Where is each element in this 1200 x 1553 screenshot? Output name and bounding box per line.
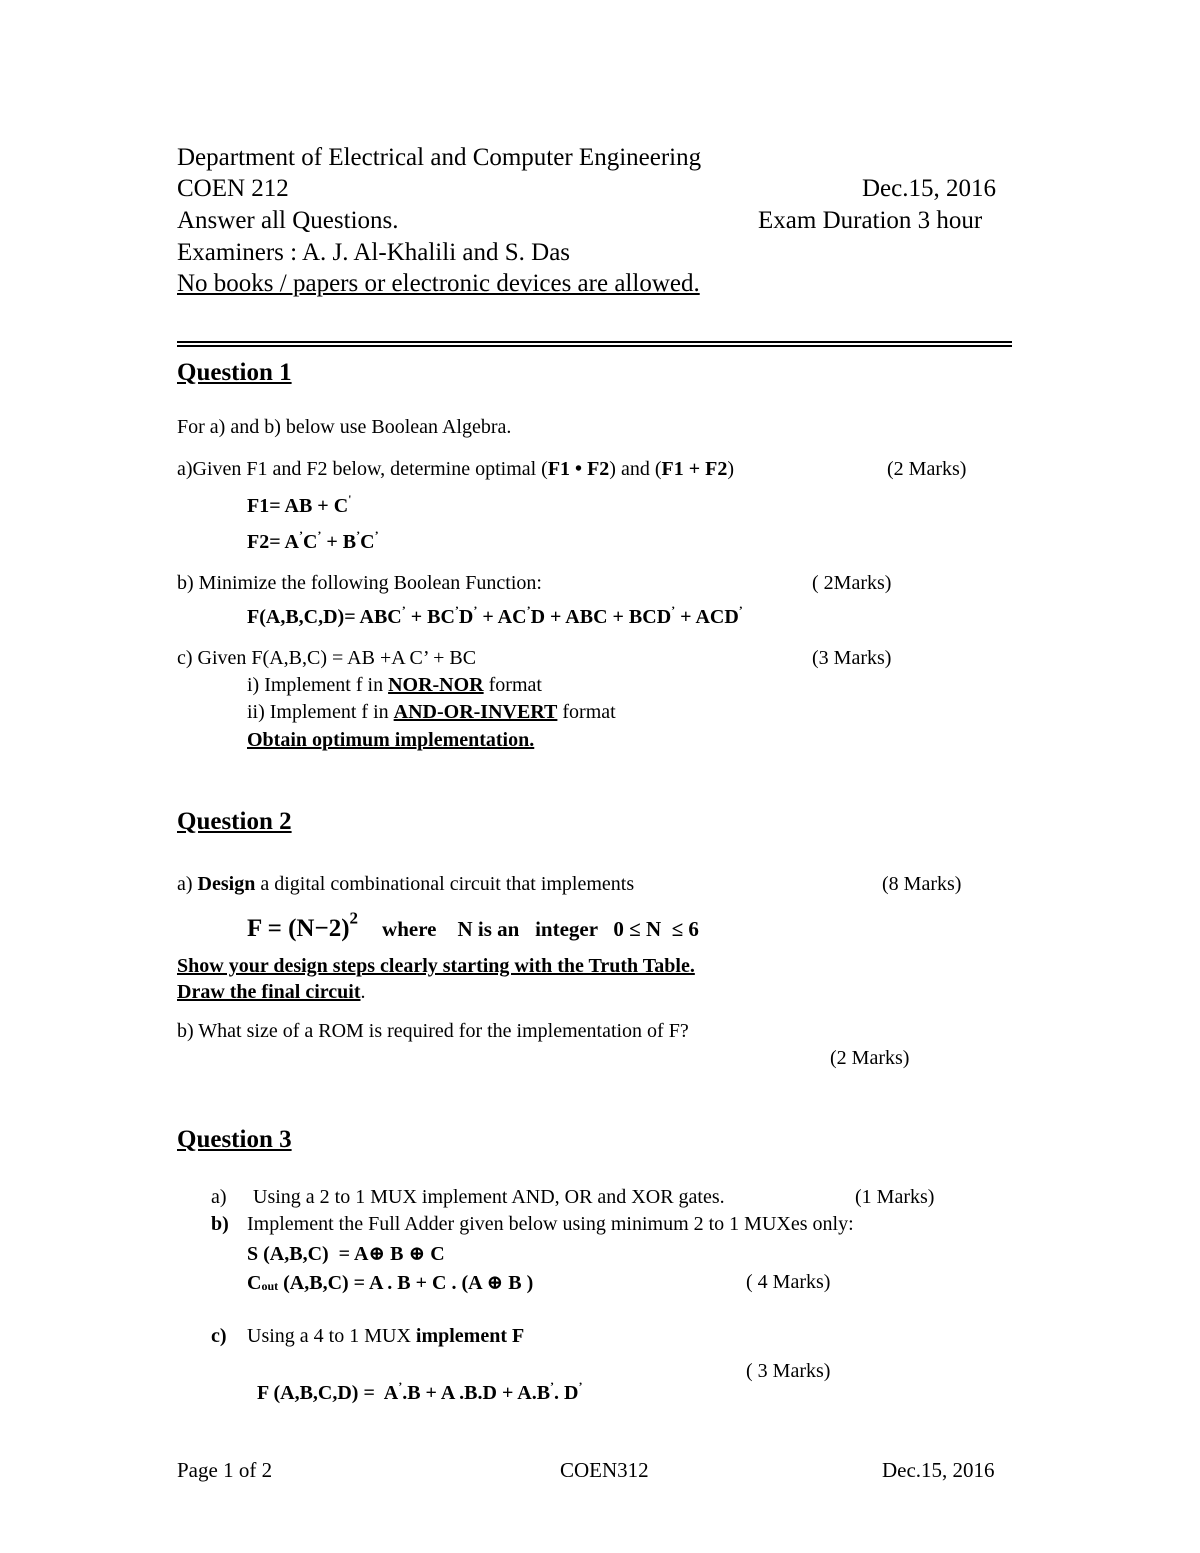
- formula-rhs: 2): [328, 915, 350, 942]
- fn-term-1: F(A,B,C,D)= ABC: [247, 606, 402, 628]
- q3-c-function: [247, 1359, 583, 1405]
- prime-mark: ’: [356, 528, 361, 542]
- prime-mark: ’: [454, 603, 459, 617]
- formula-lhs: F = (N: [247, 915, 315, 942]
- examiners: Examiners : A. J. Al-Khalili and S. Das: [177, 239, 571, 266]
- prime-mark: ’: [526, 603, 531, 617]
- prime-mark: ’: [317, 528, 322, 542]
- f1-lhs: F1= AB + C: [247, 495, 349, 517]
- q1-c-ii: [247, 700, 616, 724]
- q3-b-marks: ( 4 Marks): [746, 1271, 831, 1293]
- c-fn-part-1: F (A,B,C,D) = A: [257, 1382, 399, 1404]
- q1-a-expr2: F1 + F2: [661, 458, 728, 480]
- f2-part-a: F2= A: [247, 531, 299, 553]
- q3-c-text: [247, 1324, 524, 1348]
- q1-f1-equation: [247, 492, 352, 518]
- prime-mark: ’: [398, 1379, 403, 1393]
- q3-c-keyword: implement F: [415, 1325, 525, 1347]
- footer-course: COEN312: [560, 1458, 649, 1482]
- q1-a-mid: ) and (: [609, 458, 662, 480]
- q2-a-marks: (8 Marks): [882, 873, 962, 895]
- fn-term-4: + AC: [477, 606, 527, 628]
- course-code: COEN 212: [177, 175, 289, 202]
- question-3-title: Question 3: [177, 1126, 292, 1153]
- c-fn-part-2: .B + A .B.D + A.B: [402, 1382, 551, 1404]
- q1-b-text: b) Minimize the following Boolean Function:: [177, 572, 542, 594]
- q3-a-marks: (1 Marks): [855, 1186, 935, 1208]
- q2-b-text: b) What size of a ROM is required for the implementation of F?: [177, 1020, 689, 1042]
- c-ii-suffix: format: [557, 701, 616, 723]
- c-fn-part-3: . D: [554, 1382, 579, 1404]
- cout-c: C: [247, 1272, 262, 1294]
- prime-mark: ’: [578, 1379, 583, 1393]
- prime-mark: ’: [298, 528, 303, 542]
- c-i-suffix: format: [483, 674, 542, 696]
- q2-a-keyword: Design: [197, 873, 256, 895]
- q1-c-i: [247, 673, 542, 697]
- f1-prime: ': [348, 492, 352, 506]
- q1-a-marks: (2 Marks): [887, 458, 967, 480]
- q3-a-label: a): [211, 1186, 227, 1208]
- q3-a-text: Using a 2 to 1 MUX implement AND, OR and XOR gates.: [253, 1186, 725, 1208]
- c-ii-keyword: AND-OR-INVERT: [393, 701, 558, 723]
- q2-a-text: [177, 872, 634, 896]
- q3-b-text: Implement the Full Adder given below using minimum 2 to 1 MUXes only:: [247, 1213, 854, 1235]
- q1-c-text: c) Given F(A,B,C) = AB +A C’ + BC: [177, 647, 477, 669]
- separator-rule: [177, 341, 1012, 347]
- draw-dot: .: [360, 981, 366, 1003]
- instruction: Answer all Questions.: [177, 207, 399, 234]
- question-1-title: Question 1: [177, 359, 292, 386]
- q3-b-label: b): [211, 1213, 229, 1235]
- q1-c-marks: (3 Marks): [812, 647, 892, 669]
- q1-b-marks: ( 2Marks): [812, 572, 892, 594]
- cout-subscript: out: [261, 1279, 279, 1294]
- exam-duration: Exam Duration 3 hour: [758, 207, 983, 234]
- prime-mark: ’: [738, 603, 743, 617]
- q3-c-label: c): [211, 1325, 227, 1347]
- q3-c-prefix: Using a 4 to 1 MUX: [247, 1325, 416, 1347]
- c-i-keyword: NOR-NOR: [388, 674, 484, 696]
- q1-a-prefix: a)Given F1 and F2 below, determine optimal (: [177, 458, 548, 480]
- fn-term-5: D + ABC + BCD: [530, 606, 672, 628]
- prime-mark: ’: [671, 603, 676, 617]
- q1-intro: For a) and b) below use Boolean Algebra.: [177, 416, 512, 438]
- q1-a-suffix: ): [727, 458, 734, 480]
- q3-sum-equation: S (A,B,C) = A⊕ B ⊕ C: [247, 1243, 445, 1265]
- fn-term-6: + ACD: [675, 606, 739, 628]
- q2-b-marks: (2 Marks): [830, 1047, 910, 1069]
- q3-c-marks: ( 3 Marks): [746, 1360, 831, 1382]
- footer-page-number: Page 1 of 2: [177, 1458, 273, 1482]
- prime-mark: ’: [374, 528, 379, 542]
- q1-f2-equation: [247, 528, 379, 554]
- q3-cout-equation: [247, 1270, 533, 1295]
- question-2-title: Question 2: [177, 808, 292, 835]
- q1-c-optimum: Obtain optimum implementation.: [247, 729, 535, 751]
- q2-design-steps: Show your design steps clearly starting with the Truth Table.: [177, 955, 695, 977]
- footer-date: Dec.15, 2016: [882, 1458, 995, 1482]
- cout-rest: (A,B,C) = A . B + C . (A ⊕ B ): [278, 1272, 534, 1294]
- q1-a-expr1: F1 • F2: [547, 458, 610, 480]
- prime-mark: ’: [401, 603, 406, 617]
- prime-mark: ’: [550, 1379, 555, 1393]
- q2-a-prefix: a): [177, 873, 198, 895]
- draw-final-circuit: Draw the final circuit: [177, 981, 361, 1003]
- formula-exponent: 2: [349, 908, 359, 928]
- q2-draw-circuit: [177, 980, 366, 1004]
- f2-part-b: C: [302, 531, 318, 553]
- prime-mark: ’: [473, 603, 478, 617]
- exam-rules: No books / papers or electronic devices are allowed.: [177, 270, 700, 297]
- f2-part-d: C: [360, 531, 375, 553]
- f2-part-c: + B: [321, 531, 357, 553]
- fn-term-3: D: [458, 606, 474, 628]
- formula-condition: where N is an integer 0 ≤ N ≤ 6: [382, 917, 699, 941]
- exam-date: Dec.15, 2016: [862, 175, 996, 202]
- department-name: Department of Electrical and Computer Engineering: [177, 144, 702, 171]
- q2-formula: [247, 908, 699, 949]
- c-ii-prefix: ii) Implement f in: [247, 701, 394, 723]
- q1-a-text: [177, 457, 734, 481]
- q2-a-suffix: a digital combinational circuit that implements: [255, 873, 635, 895]
- q1-b-function: [247, 603, 743, 629]
- c-i-prefix: i) Implement f in: [247, 674, 389, 696]
- formula-minus: −: [314, 915, 329, 942]
- fn-term-2: + BC: [405, 606, 455, 628]
